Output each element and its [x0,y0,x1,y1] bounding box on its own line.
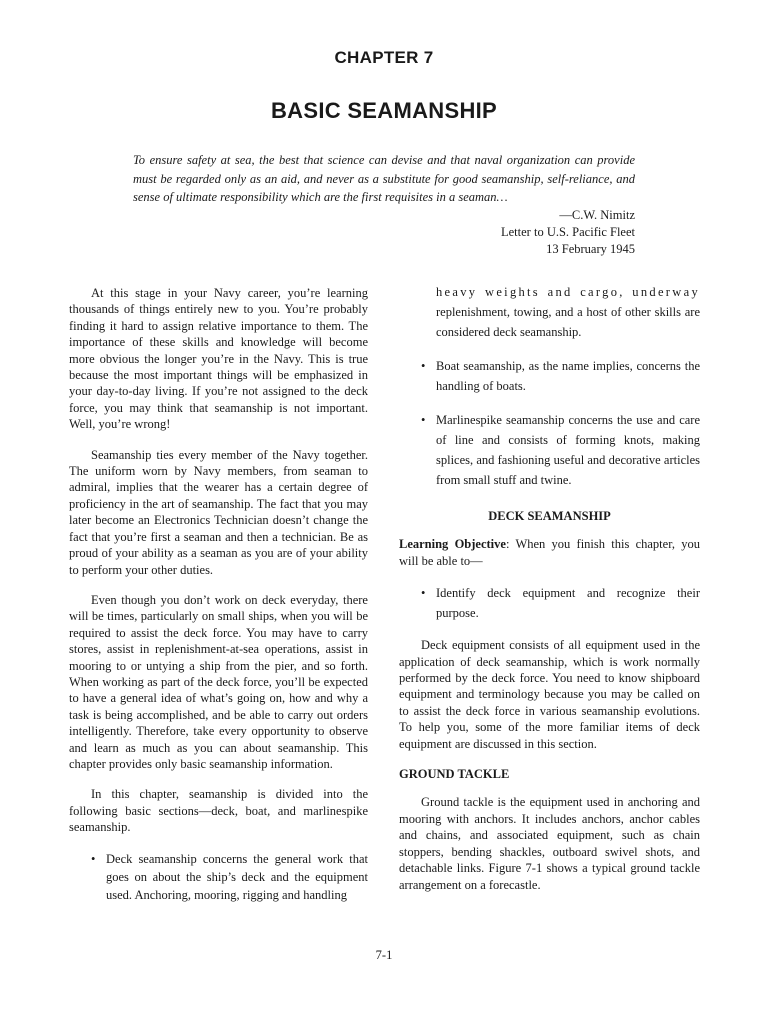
learning-objective [399,536,700,569]
bullet-text: Marlinespike seamanship concerns the use and care of line and consists of forming knots, making splices, and fashioning useful and decorative articles from small stuff and twine. [436,413,700,487]
bullet-dot: • [421,413,426,427]
learning-objective-label: Learning Objective [399,537,506,552]
bullet-dot: • [91,851,96,866]
bullet-text: Deck seamanship concerns the general work that goes on about the ship’s deck and the equipment used. Anchoring, mooring, rigging and handling [106,851,368,902]
bullet-dot: • [421,586,426,601]
bullet-continuation-text: replenishment, towing, and a host of other skills are considered deck seamanship. [436,305,700,339]
paragraph: Deck equipment consists of all equipment used in the application of deck seamanship, which is work normally performed by the deck force. You need to know shipboard equipment and terminology because you may be called on to assist the deck force in various seamanship evolutions. To help you, some of the more familiar items of deck equipment are discussed in this section. [399,638,700,751]
chapter-number: CHAPTER 7 [334,48,434,67]
right-column [399,285,700,907]
bullet-text: Boat seamanship, as the name implies, concerns the handling of boats. [436,359,700,393]
epigraph-quote: To ensure safety at sea, the best that science can devise and that naval organization can provide must be regarded only as an aid, and never as a substitute for good seamanship, self-reliance, and sense of ultimate responsibility which are the first requisites in a seaman… [133,153,635,204]
bullet-item [399,583,700,623]
bullet-item [399,410,700,490]
paragraph: Ground tackle is the equipment used in anchoring and mooring with anchors. It includes anchors, anchor cables and chains, and associated equipment, such as chain stoppers, bending shackles, outboard swivel shots, and detachable links. Figure 7-1 shows a typical ground tackle arrangement on a forecastle. [399,795,700,892]
bullet-text: Identify deck equipment and recognize their purpose. [436,586,700,621]
learning-objective-text: : When you finish this chapter, you will be able to— [399,537,700,568]
epigraph-attribution [400,207,635,258]
epigraph-author: —C.W. Nimitz [559,208,635,222]
paragraph: At this stage in your Navy career, you’re learning thousands of things entirely new to you. You’re probably finding it hard to assign relative importance to them. The importance of these skills and knowledge will become more obvious the longer you’re in the Navy. This is true because the most important things will be emphasized in your day-to-day living. If you’re not assigned to the deck force, you may think that seamanship is not important. Well, you’re wrong! [69,286,368,432]
subsection-heading: GROUND TACKLE [399,767,510,782]
bullet-continuation [399,282,700,342]
bullet-dot: • [421,359,426,373]
bullet-item [69,850,368,904]
bullet-item [399,356,700,396]
page-number: 7-1 [375,948,393,962]
page-title: BASIC SEAMANSHIP [270,98,498,123]
paragraph: Even though you don’t work on deck everyday, there will be times, particularly on small ships, when you will be required to assist the deck force. You may have to carry stores, assist in replenishment-at-sea operations, assist in mooring to or untying a ship from the pier, and so forth. When working as part of the deck force, you’ll be expected to have a general idea of what’s going on, how and why a task is being accomplished, and be able to carry out orders intelligently. Therefore, take every opportunity to observe and learn as much as you can about seamanship. This chapter provides only basic seamanship information. [69,592,368,771]
section-heading: DECK SEAMANSHIP [488,509,611,523]
epigraph-date: 13 February 1945 [546,242,635,256]
left-column [69,285,368,918]
bullet-continuation-first-line: heavy weights and cargo, underway [436,285,700,299]
epigraph-source: Letter to U.S. Pacific Fleet [501,225,635,239]
paragraph: Seamanship ties every member of the Navy together. The uniform worn by Navy members, from seaman to admiral, implies that the wearer has a certain degree of proficiency in the art of seamanship. The fact that you may later become an Electronics Technician doesn’t change the fact that you’re first a seaman and then a technician. Be as proud of your ability as a seaman as you are of your ability to perform your other duties. [69,447,368,577]
paragraph: In this chapter, seamanship is divided into the following basic sections—deck, boat, and marlinespike seamanship. [69,787,368,835]
